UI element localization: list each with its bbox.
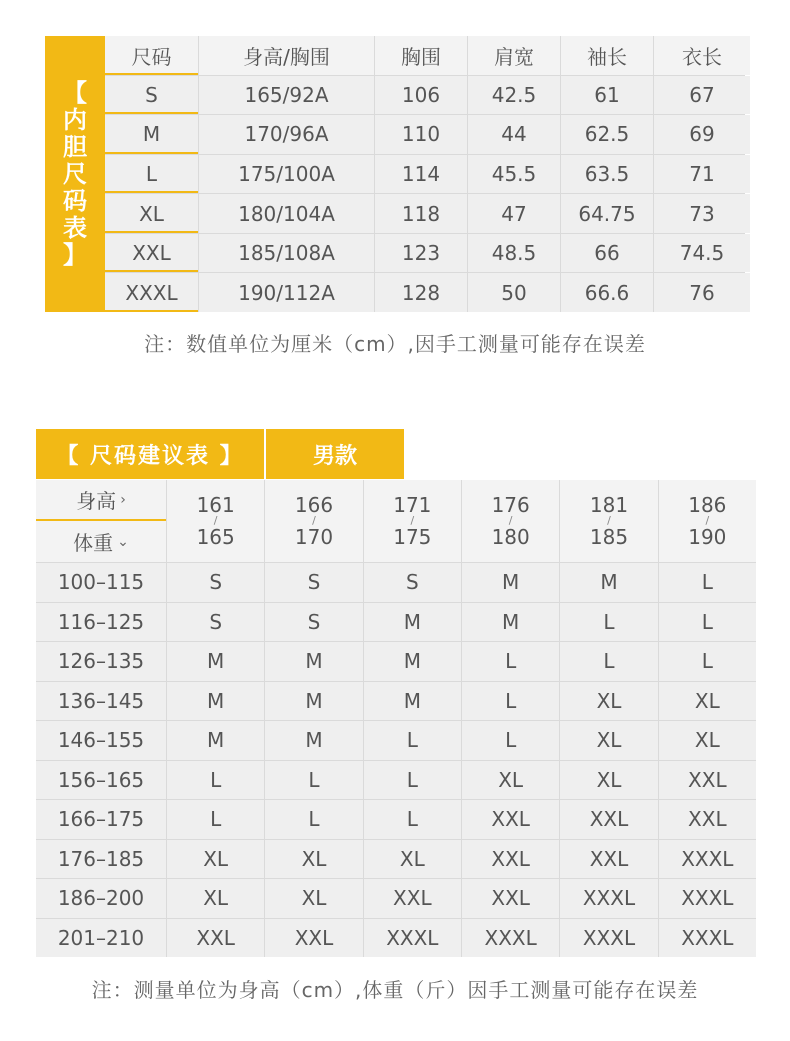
weight-range-cell: 116–125 (36, 603, 166, 642)
corner-header (36, 480, 166, 562)
recommended-size-cell: XXXL (560, 879, 657, 918)
weight-range-cell: 100–115 (36, 563, 166, 602)
height-min: 171 (393, 493, 432, 517)
recommended-size-cell: M (462, 563, 559, 602)
inner-size-grid (105, 36, 745, 312)
size-advice-title: 【 尺码建议表 】 (36, 429, 264, 479)
table1-header-cell: 肩宽 (468, 36, 560, 75)
table1-size-cell: XXXL (105, 273, 198, 312)
recommended-size-cell: S (167, 603, 264, 642)
table1-value-cell: 66 (561, 234, 653, 273)
table1-size-cell: XXL (105, 234, 198, 273)
table1-size-cell: M (105, 115, 198, 154)
recommended-size-cell: S (265, 563, 362, 602)
recommended-size-cell: XXXL (364, 919, 461, 958)
recommended-size-cell: XXXL (659, 879, 756, 918)
table1-value-cell: 42.5 (468, 76, 560, 115)
table1-value-cell: 67 (654, 76, 750, 115)
range-separator: / (607, 514, 611, 527)
recommended-size-cell: S (167, 563, 264, 602)
recommended-size-cell: XXL (265, 919, 362, 958)
table1-value-cell: 106 (375, 76, 467, 115)
recommended-size-cell: XL (560, 761, 657, 800)
weight-range-cell: 136–145 (36, 682, 166, 721)
height-max: 165 (196, 525, 235, 549)
table1-header-cell: 胸围 (375, 36, 467, 75)
weight-axis-text: 体重 (73, 531, 114, 555)
table1-value-cell: 48.5 (468, 234, 560, 273)
height-range-header (462, 480, 559, 562)
recommended-size-cell: M (265, 642, 362, 681)
gender-tag: 男款 (266, 429, 404, 479)
recommended-size-cell: L (265, 761, 362, 800)
recommended-size-cell: M (167, 682, 264, 721)
height-range-header (167, 480, 264, 562)
recommended-size-cell: L (364, 800, 461, 839)
table1-value-cell: 170/96A (199, 115, 374, 154)
recommended-size-cell: L (462, 642, 559, 681)
recommended-size-cell: L (560, 603, 657, 642)
weight-range-cell: 126–135 (36, 642, 166, 681)
recommended-size-cell: XXXL (560, 919, 657, 958)
recommended-size-cell: XXL (659, 800, 756, 839)
height-range-header (560, 480, 657, 562)
recommended-size-cell: XL (659, 682, 756, 721)
inner-size-table (45, 36, 745, 312)
chevron-right-icon: › (120, 491, 126, 508)
recommended-size-cell: XL (659, 721, 756, 760)
recommended-size-cell: XXL (560, 800, 657, 839)
recommended-size-cell: S (364, 563, 461, 602)
recommended-size-cell: M (167, 721, 264, 760)
table1-value-cell: 66.6 (561, 273, 653, 312)
inner-size-note: 注：数值单位为厘米（cm）,因手工测量可能存在误差 (144, 332, 646, 356)
height-axis-label (36, 480, 166, 521)
table1-value-cell: 61 (561, 76, 653, 115)
recommended-size-cell: XXXL (659, 919, 756, 958)
table1-value-cell: 175/100A (199, 155, 374, 194)
table1-value-cell: 64.75 (561, 194, 653, 233)
height-min: 166 (294, 493, 334, 517)
table1-value-cell: 165/92A (199, 76, 374, 115)
recommended-size-cell: XL (560, 721, 657, 760)
recommended-size-cell: L (659, 642, 756, 681)
height-range-header (265, 480, 362, 562)
table1-value-cell: 45.5 (468, 155, 560, 194)
recommended-size-cell: M (364, 603, 461, 642)
table1-value-cell: 76 (654, 273, 750, 312)
recommended-size-cell: M (364, 682, 461, 721)
table1-value-cell: 123 (375, 234, 467, 273)
recommended-size-cell: L (659, 603, 756, 642)
recommended-size-cell: XXXL (659, 840, 756, 879)
table1-size-cell: S (105, 76, 198, 115)
table1-value-cell: 128 (375, 273, 467, 312)
table1-header-cell: 尺码 (105, 36, 198, 75)
size-advice-grid (36, 480, 756, 957)
table1-value-cell: 114 (375, 155, 467, 194)
recommended-size-cell: XXL (462, 800, 559, 839)
range-separator: / (213, 514, 218, 527)
recommended-size-cell: XXL (364, 879, 461, 918)
recommended-size-cell: XXXL (462, 919, 559, 958)
recommended-size-cell: XXL (167, 919, 264, 958)
table1-value-cell: 190/112A (199, 273, 374, 312)
recommended-size-cell: XL (364, 840, 461, 879)
side-char: 表 (63, 213, 87, 242)
height-axis-text: 身高 (76, 489, 117, 513)
recommended-size-cell: XL (265, 879, 362, 918)
recommended-size-cell: M (364, 642, 461, 681)
recommended-size-cell: XXL (462, 879, 559, 918)
table1-value-cell: 110 (375, 115, 467, 154)
table1-value-cell: 44 (468, 115, 560, 154)
height-max: 180 (491, 525, 530, 549)
inner-size-table-side-label (45, 36, 105, 312)
side-char: 码 (63, 186, 87, 215)
range-separator: / (410, 514, 415, 527)
recommended-size-cell: L (364, 761, 461, 800)
table1-header-cell: 袖长 (561, 36, 653, 75)
recommended-size-cell: XL (560, 682, 657, 721)
size-advice-note: 注：测量单位为身高（cm）,体重（斤）因手工测量可能存在误差 (91, 978, 699, 1002)
height-range-header (364, 480, 461, 562)
table1-value-cell: 62.5 (561, 115, 653, 154)
recommended-size-cell: L (462, 682, 559, 721)
range-separator: / (508, 514, 513, 527)
recommended-size-cell: M (560, 563, 657, 602)
table1-header-cell: 身高/胸围 (199, 36, 374, 75)
table1-header-cell: 衣长 (654, 36, 750, 75)
side-char: 】 (63, 240, 87, 269)
recommended-size-cell: L (167, 761, 264, 800)
side-char: 尺 (63, 159, 87, 188)
recommended-size-cell: XL (265, 840, 362, 879)
recommended-size-cell: M (265, 721, 362, 760)
weight-axis-label (36, 521, 166, 562)
recommended-size-cell: XXL (560, 840, 657, 879)
table1-value-cell: 69 (654, 115, 750, 154)
table1-value-cell: 50 (468, 273, 560, 312)
height-min: 186 (688, 493, 727, 517)
weight-range-cell: 201–210 (36, 919, 166, 958)
chevron-down-icon: ⌄ (117, 533, 129, 550)
table1-value-cell: 185/108A (199, 234, 374, 273)
side-char: 【 (63, 78, 87, 107)
recommended-size-cell: L (560, 642, 657, 681)
weight-range-cell: 166–175 (36, 800, 166, 839)
weight-range-cell: 156–165 (36, 761, 166, 800)
recommended-size-cell: M (265, 682, 362, 721)
table1-value-cell: 73 (654, 194, 750, 233)
range-separator: / (705, 514, 710, 527)
recommended-size-cell: L (167, 800, 264, 839)
table1-value-cell: 47 (468, 194, 560, 233)
recommended-size-cell: XL (167, 879, 264, 918)
range-separator: / (312, 514, 316, 527)
recommended-size-cell: M (462, 603, 559, 642)
weight-range-cell: 146–155 (36, 721, 166, 760)
height-max: 190 (688, 525, 727, 549)
height-min: 161 (196, 493, 235, 517)
recommended-size-cell: XL (167, 840, 264, 879)
table1-value-cell: 71 (654, 155, 750, 194)
recommended-size-cell: L (364, 721, 461, 760)
table1-value-cell: 180/104A (199, 194, 374, 233)
table1-size-cell: L (105, 155, 198, 194)
recommended-size-cell: L (462, 721, 559, 760)
table1-value-cell: 74.5 (654, 234, 750, 273)
table1-value-cell: 118 (375, 194, 467, 233)
height-max: 175 (393, 525, 432, 549)
recommended-size-cell: XL (462, 761, 559, 800)
recommended-size-cell: S (265, 603, 362, 642)
recommended-size-cell: XXL (659, 761, 756, 800)
recommended-size-cell: M (167, 642, 264, 681)
recommended-size-cell: XXL (462, 840, 559, 879)
table1-value-cell: 63.5 (561, 155, 653, 194)
weight-range-cell: 186–200 (36, 879, 166, 918)
table1-size-cell: XL (105, 194, 198, 233)
height-max: 185 (589, 525, 629, 549)
side-char: 胆 (63, 132, 87, 161)
side-char: 内 (63, 105, 87, 134)
height-range-header (659, 480, 756, 562)
height-max: 170 (294, 525, 334, 549)
height-min: 181 (589, 493, 629, 517)
recommended-size-cell: L (265, 800, 362, 839)
weight-range-cell: 176–185 (36, 840, 166, 879)
recommended-size-cell: L (659, 563, 756, 602)
height-min: 176 (491, 493, 530, 517)
